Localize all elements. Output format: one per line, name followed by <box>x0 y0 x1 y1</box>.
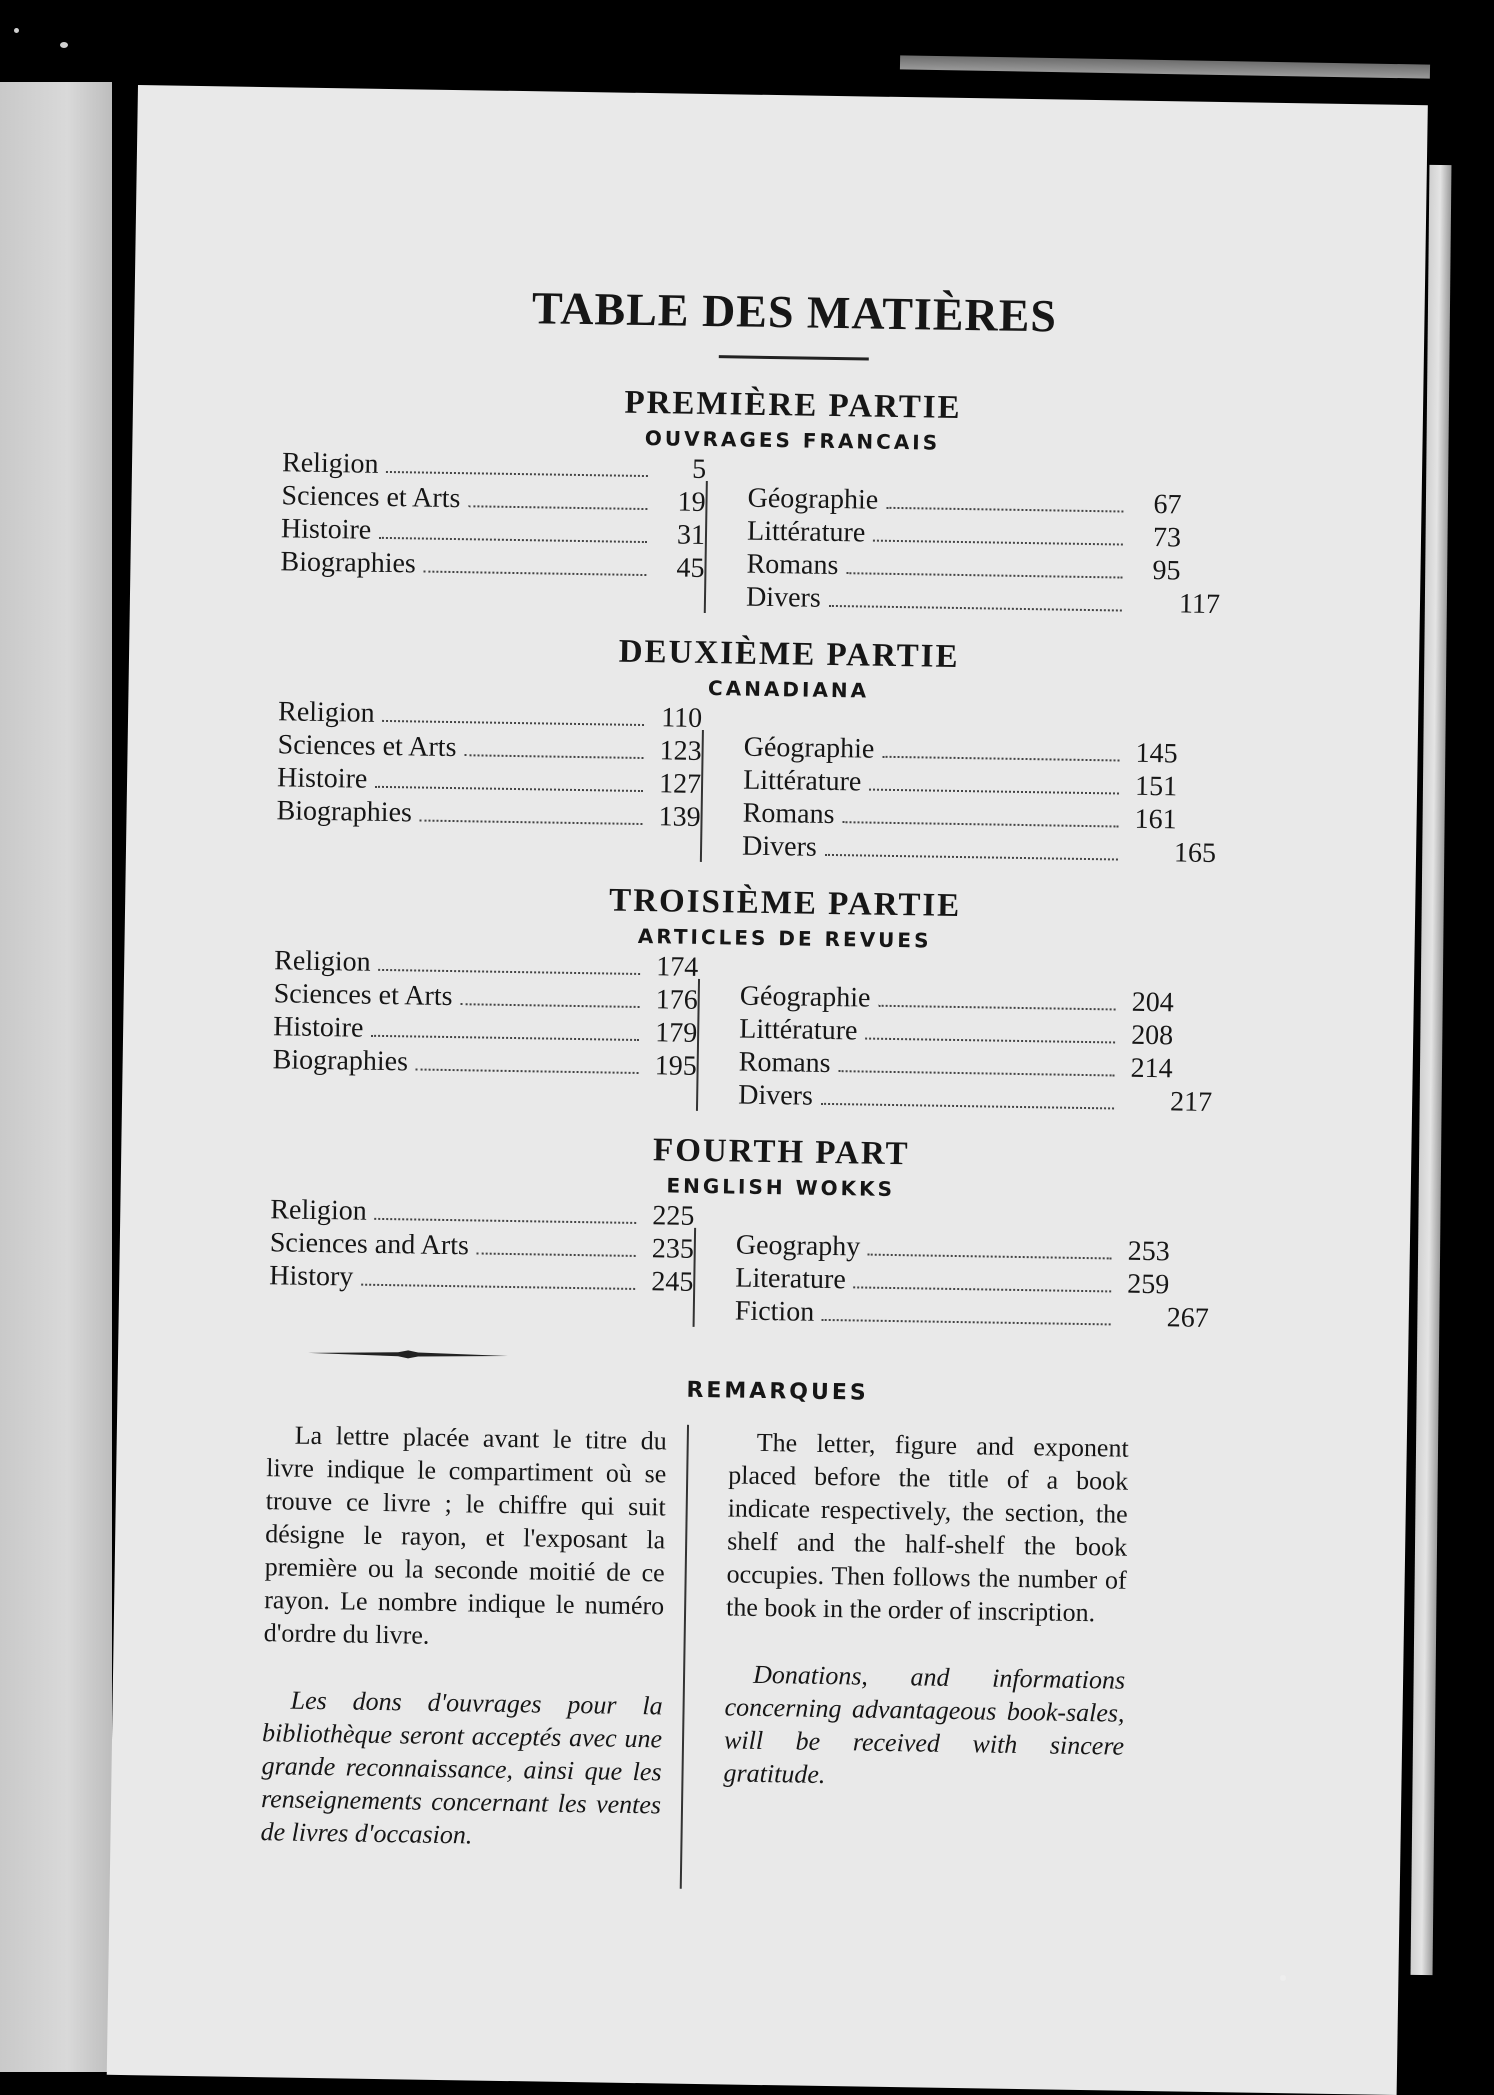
scan-speck <box>1280 1975 1286 1981</box>
dot-leader <box>468 505 647 510</box>
remarks-title: REMARQUES <box>686 1377 869 1406</box>
toc-entry-page: 95 <box>1152 554 1181 587</box>
toc-columns <box>276 695 1217 870</box>
dot-leader <box>382 720 644 726</box>
toc-columns <box>269 1193 1210 1334</box>
toc-entry-label: Biographies <box>272 1044 409 1078</box>
toc-entry-page: 214 <box>1130 1052 1173 1085</box>
toc-section <box>272 877 1213 1118</box>
toc-column-right <box>704 481 1221 621</box>
toc-entry-page: 117 <box>1178 588 1221 621</box>
toc-section <box>276 628 1217 870</box>
dot-leader <box>477 1252 636 1256</box>
toc-entry-page: 217 <box>1169 1086 1213 1118</box>
toc-entry-label: Histoire <box>280 513 372 546</box>
toc-entry-page: 161 <box>1134 803 1177 836</box>
toc-entry-label: Géographie <box>739 980 871 1014</box>
toc-entry <box>741 830 1217 870</box>
toc-entry-label: Sciences et Arts <box>273 978 453 1013</box>
toc-entry-label: Biographies <box>276 795 413 829</box>
part-subtitle: ARTICLES DE REVUES <box>637 923 932 953</box>
toc-entry <box>280 545 705 585</box>
scan-speck <box>14 28 19 33</box>
dot-leader <box>825 854 1118 861</box>
dot-leader <box>865 1038 1115 1044</box>
toc-column-left <box>272 944 699 1111</box>
toc-entry-label: Divers <box>738 1079 814 1112</box>
dot-leader <box>379 969 641 975</box>
toc-entry-page: 19 <box>677 486 706 518</box>
toc-entry-page: 165 <box>1173 837 1217 870</box>
toc-entry-label: Histoire <box>272 1011 364 1044</box>
toc-entry-label: Religion <box>270 1194 368 1227</box>
dot-leader <box>424 571 647 576</box>
toc-title: TABLE DES MATIÈRES <box>531 282 1058 342</box>
toc-entry-page: 45 <box>676 552 705 584</box>
remark-fr-note: La lettre placée avant le titre du livre indique le compartiment où se trouve ce livre ; le chiffre qui suit désigne le rayon, et l'exposant la première ou la seconde moitié de ce rayon. Le nombre indique le numéro d'ordre du livre. <box>263 1420 667 1650</box>
toc-column-left <box>269 1193 695 1327</box>
toc-entry-page: 73 <box>1152 522 1182 554</box>
dot-leader <box>386 471 648 477</box>
dot-leader <box>868 1254 1112 1260</box>
toc-entry-page: 31 <box>676 519 706 551</box>
toc-entry-page: 208 <box>1130 1019 1174 1052</box>
remarks <box>260 1418 1167 1896</box>
toc-columns <box>272 944 1213 1118</box>
scanned-page <box>107 85 1428 2095</box>
toc-entry-label: Fiction <box>734 1295 815 1328</box>
toc-entry-label: Geography <box>735 1229 861 1263</box>
toc-entry <box>745 581 1221 621</box>
dot-leader <box>882 756 1119 762</box>
ornament-divider <box>308 1347 508 1362</box>
dot-leader <box>829 605 1122 612</box>
toc-entry-label: Divers <box>741 830 818 863</box>
dot-leader <box>822 1319 1111 1326</box>
toc-entry-page: 174 <box>656 951 699 983</box>
dot-leader <box>821 1103 1114 1110</box>
part-title: DEUXIÈME PARTIE <box>618 633 960 675</box>
dot-leader <box>886 507 1123 513</box>
dot-leader <box>464 754 643 759</box>
toc-entry-page: 145 <box>1135 737 1178 770</box>
dot-leader <box>420 820 643 825</box>
toc-entry <box>734 1295 1210 1335</box>
toc-entry-page: 151 <box>1134 770 1178 803</box>
toc-entry-page: 253 <box>1127 1235 1171 1268</box>
part-title: FOURTH PART <box>652 1132 910 1173</box>
dot-leader <box>460 1003 639 1008</box>
toc-entry-page: 127 <box>658 768 702 800</box>
part-title: PREMIÈRE PARTIE <box>624 384 962 426</box>
dot-leader <box>854 1286 1112 1292</box>
toc-entry-label: Romans <box>738 1046 831 1079</box>
toc-entry-label: Littérature <box>746 515 866 549</box>
toc-entry-page: 179 <box>654 1017 698 1049</box>
remarks-english <box>680 1425 1129 1896</box>
toc-column-right <box>700 730 1217 870</box>
toc-entry-page: 139 <box>658 801 701 833</box>
dot-leader <box>379 537 647 543</box>
page-content <box>260 277 1221 1896</box>
toc-entry-label: Divers <box>745 581 821 614</box>
facing-page-edge <box>0 82 112 2072</box>
toc-entry-page: 5 <box>691 453 707 485</box>
toc-entry-label: Religion <box>274 945 371 978</box>
remark-en-donations: Donations, and informations concerning advantageous book-sales, will be received with sincere gratitude. <box>723 1659 1126 1790</box>
remark-en-note: The letter, figure and exponent placed before the title of a book indicate respectively, the section, the shelf and the half-shelf the book occupies. Then follows the number of the book in the order of inscription. <box>725 1427 1129 1628</box>
toc-entry-label: Géographie <box>743 731 875 765</box>
part-subtitle: CANADIANA <box>707 676 870 703</box>
dot-leader <box>375 1218 637 1224</box>
toc-column-right <box>693 1228 1210 1334</box>
toc-entry <box>272 1043 697 1083</box>
toc-entry <box>738 1079 1213 1119</box>
dot-leader <box>873 540 1123 546</box>
dot-leader <box>838 1070 1114 1076</box>
toc-entry-label: Littérature <box>742 764 862 798</box>
page-top-edge <box>900 55 1430 78</box>
toc-entry-label: History <box>269 1260 354 1293</box>
toc-column-left <box>280 446 707 613</box>
toc-entry-page: 204 <box>1131 986 1174 1019</box>
dot-leader <box>842 821 1118 827</box>
toc-section <box>269 1126 1210 1334</box>
toc-entry-label: Literature <box>735 1262 847 1296</box>
toc-entry-label: Religion <box>281 447 379 480</box>
remarks-french <box>260 1418 667 1888</box>
toc-entry-page: 176 <box>655 984 698 1016</box>
dot-leader <box>416 1068 639 1073</box>
toc-column-left <box>276 695 703 862</box>
toc-section <box>280 379 1221 621</box>
toc-entry-label: Religion <box>277 696 375 729</box>
toc-entry-label: Géographie <box>747 482 879 516</box>
dot-leader <box>361 1284 635 1290</box>
toc-entry-page: 195 <box>654 1050 697 1082</box>
toc-entry-page: 67 <box>1153 489 1182 521</box>
part-subtitle: ENGLISH WOKKS <box>666 1173 896 1202</box>
toc-entry <box>269 1259 694 1299</box>
part-subtitle: OUVRAGES FRANCAIS <box>644 426 941 455</box>
toc-entry-page: 110 <box>660 702 703 734</box>
dot-leader <box>878 1005 1115 1011</box>
scan-speck <box>60 42 68 48</box>
toc-column-right <box>696 979 1213 1118</box>
toc-entry-label: Sciences et Arts <box>281 480 461 515</box>
toc-entry-page: 267 <box>1166 1302 1210 1334</box>
toc-entry-label: Biographies <box>280 546 417 580</box>
toc-entry-page: 245 <box>651 1266 694 1298</box>
toc-entry <box>276 794 701 834</box>
toc-entry-label: Romans <box>746 548 839 582</box>
toc-entry-label: Sciences and Arts <box>269 1227 470 1262</box>
dot-leader <box>375 786 643 792</box>
toc-entry-label: Sciences et Arts <box>277 729 457 764</box>
toc-entry-label: Littérature <box>739 1013 858 1047</box>
remark-fr-donations: Les dons d'ouvrages pour la bibliothèque seront acceptés avec une grande reconnaissance, ainsi que les renseignements concernant les ventes de livres d'occasion. <box>260 1685 663 1850</box>
part-title: TROISIÈME PARTIE <box>608 882 962 925</box>
toc-entry-page: 225 <box>652 1200 695 1232</box>
toc-entry-page: 259 <box>1127 1268 1170 1301</box>
toc-entry-page: 123 <box>659 735 702 767</box>
toc-entry-label: Histoire <box>276 762 368 795</box>
toc-columns <box>280 446 1221 621</box>
title-rule <box>719 355 869 360</box>
dot-leader <box>846 572 1122 578</box>
toc-entry-page: 235 <box>651 1233 695 1265</box>
toc-sections <box>269 379 1221 1334</box>
dot-leader <box>869 789 1119 795</box>
dot-leader <box>371 1035 639 1041</box>
toc-entry-label: Romans <box>742 797 835 831</box>
